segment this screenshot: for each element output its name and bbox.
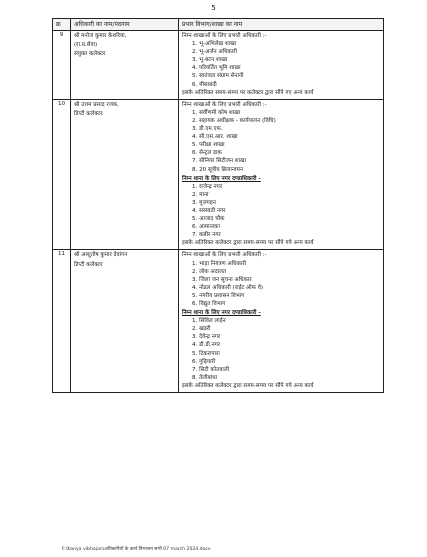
- list-item: 8. तेलीबांधा: [192, 374, 218, 381]
- officer-line: डिप्टी कलेक्टर: [74, 261, 103, 268]
- list-item: 5. टिकरापारा: [192, 350, 220, 357]
- list-item: 1. भू-अभिलेख शाखा: [192, 41, 237, 48]
- list-item: 2. खंडरी: [192, 326, 211, 333]
- list-item: 6. आमानाका: [192, 224, 220, 231]
- additional-duties-note: इसके अतिरिक्त समय-समय पर कलेक्टर द्वारा सौंपे गए अन्य कार्य: [182, 89, 314, 96]
- header-charge: प्रभार विभाग/शाखा का नाम: [179, 19, 384, 31]
- list-item: 3. जिला जन सूचना अधिकार: [192, 276, 252, 283]
- additional-duties-note: इसके अतिरिक्त कलेक्टर द्वारा समय-समय पर सौंपे गये अन्य कार्य: [182, 382, 314, 389]
- list-item: 3. डी.एम.एफ.: [192, 126, 223, 133]
- officer-line: श्री मनोज कुमार केशरिया,: [74, 33, 127, 39]
- list-item: 6. सेन्ट्रल डाक: [192, 150, 222, 157]
- section-heading: निम्न शाखाओं के लिए प्रभारी अधिकारी :-: [182, 252, 267, 259]
- charge-cell: [179, 99, 384, 250]
- charge-list: [182, 109, 380, 174]
- officer-line: श्री आशुतोष कुमार देवांगन: [74, 252, 128, 259]
- charge-list: [182, 317, 380, 382]
- list-item: 1. राजेन्द्र नगर: [192, 183, 223, 190]
- officer-cell: [71, 31, 179, 100]
- additional-duties-note: इसके अतिरिक्त कलेक्टर द्वारा समय-समय पर सौंपे गये अन्य कार्य: [182, 240, 314, 247]
- table-header-row: [53, 19, 384, 31]
- list-item: 6. गुढ़ियारी: [192, 358, 216, 365]
- list-item: 4. परिवर्तित भूमि शाखा: [192, 65, 241, 72]
- officer-line: (रा.प्र.सेवा): [74, 42, 98, 49]
- charge-list: [182, 183, 380, 240]
- list-item: 5. परीक्षा शाखा: [192, 142, 225, 149]
- list-item: 6. विद्युत विभाग: [192, 301, 226, 307]
- officer-cell: [71, 250, 179, 393]
- list-item: 4. सरस्वती नगर: [192, 207, 226, 214]
- list-item: 2. सहायक अधीक्षक - कार्यपालन (विधि): [192, 117, 276, 124]
- charge-list: [182, 260, 380, 309]
- list-item: 6. मीसाबंदी: [192, 81, 217, 88]
- list-item: 1. भाड़ा नियंत्रण अधिकारी: [192, 260, 247, 267]
- officer-line: डिप्टी कलेक्टर: [74, 110, 103, 117]
- officer-line: संयुक्त कलेक्टर: [74, 51, 106, 58]
- list-item: 5. आजाद चौक: [192, 216, 225, 223]
- table-row: [53, 250, 384, 393]
- list-item: 3. मुजगहन: [192, 199, 216, 206]
- list-item: 8. 20 सूत्रीय क्रियान्वयन: [192, 166, 243, 173]
- work-allocation-table: [52, 18, 384, 393]
- table-row: [53, 99, 384, 250]
- charge-cell: [179, 250, 384, 393]
- list-item: 1. सिविल लाईन: [192, 318, 226, 325]
- section-heading: निम्न थाना के लिए नगर दण्डाधिकारी -: [182, 310, 261, 317]
- page-number: 5: [211, 4, 216, 12]
- section-heading: निम्न थाना के लिए नगर दण्डाधिकारी -: [182, 175, 261, 182]
- row-serial-number: 11: [53, 250, 71, 393]
- list-item: 2. माना: [192, 191, 209, 198]
- officer-cell: [71, 99, 179, 250]
- officer-line: श्री उत्तम प्रसाद रजक,: [74, 101, 119, 108]
- list-item: 4. सी.एस.आर. शाखा: [192, 134, 238, 141]
- header-officer: अधिकारी का नाम/पदनाम: [71, 19, 179, 31]
- section-heading: निम्न शाखाओं के लिए प्रभारी अधिकारी :-: [182, 101, 267, 108]
- list-item: 3. देवेन्द्र नगर: [192, 334, 221, 341]
- list-item: 7. कबीर नगर: [192, 232, 221, 239]
- list-item: 1. सर्वीणमी कोष शाखा: [192, 109, 241, 116]
- row-serial-number: 9: [53, 31, 71, 100]
- row-serial-number: 10: [53, 99, 71, 250]
- list-item: 2. भू-अर्जन अधिकारी: [192, 49, 238, 56]
- charge-list: [182, 40, 380, 89]
- file-path-footer: F:\Kanya vibhajan\अधिकारियों के कार्य विभाजन सभी 07 march 2024.docx: [62, 547, 211, 552]
- header-sno: क्र: [53, 19, 71, 31]
- charge-cell: [179, 31, 384, 100]
- section-heading: निम्न शाखाओं के लिए प्रभारी अधिकारी :-: [182, 33, 267, 39]
- list-item: 4. नोडल अधिकारी (राईट ऑफ वे): [192, 284, 264, 291]
- list-item: 4. डी.डी.नगर: [192, 342, 221, 349]
- table-row: [53, 31, 384, 100]
- list-item: 2. लोक अदालत: [192, 268, 227, 275]
- list-item: 5. नगरीय प्रशासन विभाग: [192, 292, 245, 299]
- list-item: 7. सीनियर सिटीजन शाखा: [192, 158, 247, 165]
- list-item: 3. भू-बटन शाखा: [192, 57, 228, 64]
- list-item: 7. सिटी कोतवाली: [192, 366, 230, 373]
- list-item: 5. स्वतंत्रता संग्राम सेनानी: [192, 73, 244, 80]
